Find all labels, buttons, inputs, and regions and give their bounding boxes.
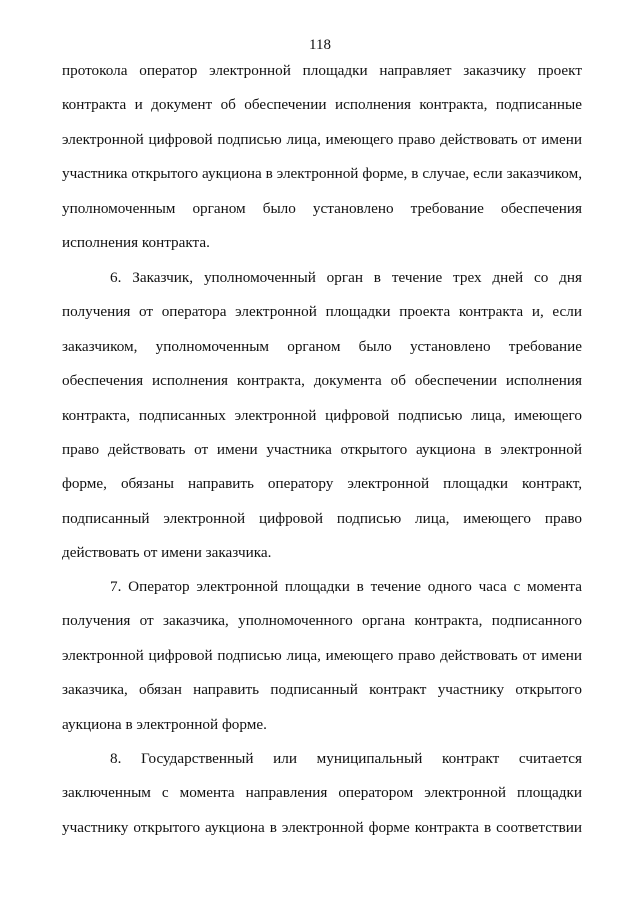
text-line: электронной цифровой подписью лица, имеющего право действовать от имени [62, 646, 582, 664]
text-line: право действовать от имени участника открытого аукциона в электронной [62, 441, 582, 459]
text-line: заказчиком, уполномоченным органом было установлено требование [62, 337, 582, 355]
text-line: 8. Государственный или муниципальный контракт считается [110, 750, 582, 767]
page-number: 118 [309, 37, 331, 53]
text-line: форме, обязаны направить оператору электронной площадки контракт, [62, 475, 582, 493]
paragraph-item-7 [62, 570, 582, 742]
text-line: исполнения контракта. [62, 234, 210, 252]
text-line: участнику открытого аукциона в электронной форме контракта в соответствии [62, 818, 582, 836]
text-line: уполномоченным органом было установлено требование обеспечения [62, 199, 582, 217]
text-line: контракта, подписанных электронной цифровой подписью лица, имеющего [62, 406, 582, 424]
text-line: электронной цифровой подписью лица, имеющего право действовать от имени [62, 130, 582, 148]
text-line: заключенным с момента направления оператором электронной площадки [62, 784, 582, 802]
text-line: заказчика, обязан направить подписанный контракт участнику открытого [62, 681, 582, 699]
text-line: участника открытого аукциона в электронной форме, в случае, если заказчиком, [62, 165, 582, 183]
paragraph-item-8 [62, 742, 582, 845]
text-line: 7. Оператор электронной площадки в течение одного часа с момента [110, 578, 582, 595]
text-line: получения от оператора электронной площадки проекта контракта и, если [62, 303, 582, 321]
text-line: 6. Заказчик, уполномоченный орган в течение трех дней со дня [110, 269, 582, 286]
text-line: подписанный электронной цифровой подписью лица, имеющего право [62, 509, 582, 527]
text-line: аукциона в электронной форме. [62, 715, 267, 733]
paragraph-continuation [62, 54, 582, 260]
text-line: получения от заказчика, уполномоченного органа контракта, подписанного [62, 612, 582, 630]
text-line: контракта и документ об обеспечении исполнения контракта, подписанные [62, 96, 582, 114]
paragraph-item-6 [62, 261, 582, 571]
text-line: обеспечения исполнения контракта, документа об обеспечении исполнения [62, 372, 582, 390]
text-line: действовать от имени заказчика. [62, 544, 272, 562]
text-line: протокола оператор электронной площадки направляет заказчику проект [62, 62, 582, 79]
